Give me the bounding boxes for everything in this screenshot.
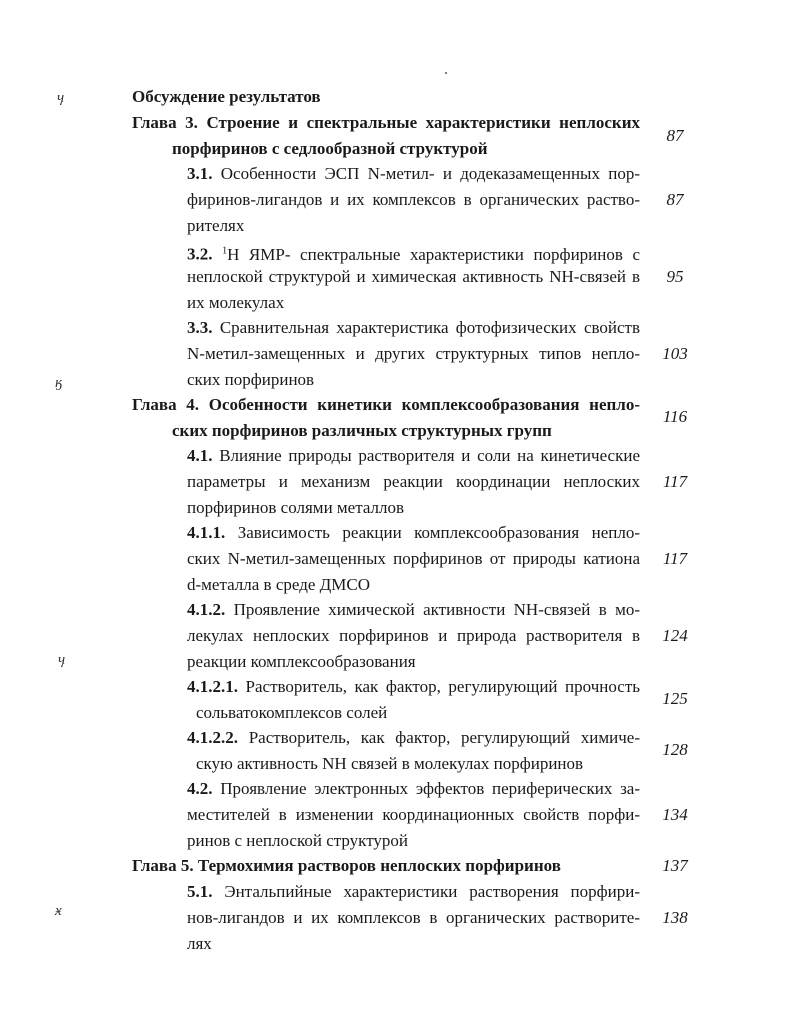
- toc-entry-line: ринов с неплоской структурой: [187, 831, 408, 850]
- page-number: 103: [662, 344, 688, 363]
- page-number: 134: [662, 805, 688, 824]
- page-number: 125: [662, 689, 688, 708]
- toc-entry-line: фиринов-лигандов и их комплексов в органических раство-: [187, 190, 640, 209]
- toc-entry-line: лекулах неплоских порфиринов и природа растворителя в: [187, 626, 640, 645]
- toc-entry-line: Глава 4. Особенности кинетики комплексообразования непло-: [132, 395, 640, 414]
- page-number: 124: [662, 626, 688, 645]
- toc-entry-line: ских порфиринов различных структурных групп: [172, 421, 552, 440]
- toc-entry-line: 5.1. Энтальпийные характеристики растворения порфири-: [187, 882, 641, 901]
- toc-entry-line: реакции комплексообразования: [187, 652, 416, 671]
- toc-entry-line: параметры и механизм реакции координации неплоских: [187, 472, 640, 491]
- page-number: 128: [662, 740, 688, 759]
- page-number: 116: [662, 407, 688, 426]
- toc-entry-line: скую активность NH связей в молекулах порфиринов: [196, 754, 584, 773]
- toc-entry-line: 3.3. Сравнительная характеристика фотофизических свойств: [187, 318, 640, 337]
- toc-entry-line: 4.1.2. Проявление химической активности NH-связей в мо-: [187, 600, 640, 619]
- toc-entry-line: ских порфиринов: [187, 370, 315, 389]
- toc-entry-line: сольватокомплексов солей: [196, 703, 388, 722]
- toc-entry-line: 3.2. $^1$Н ЯМР- спектральные характеристики порфиринов с: [187, 244, 641, 264]
- page-number: 95: [666, 267, 684, 286]
- toc-entry-line: местителей в изменении координационных свойств порфи-: [187, 805, 640, 824]
- toc-entry-line: 4.1.2.1. Растворитель, как фактор, регулирующий прочность: [187, 677, 641, 696]
- margin-mark: ӌ: [58, 652, 66, 668]
- section-heading: Обсуждение результатов: [132, 87, 321, 106]
- toc-entry-line: N-метил-замещенных и других структурных типов непло-: [187, 344, 640, 363]
- toc-entry-line: ских N-метил-замещенных порфиринов от природы катиона: [187, 549, 640, 568]
- toc-entry-line: 4.1.1. Зависимость реакции комплексообразования непло-: [187, 523, 640, 542]
- toc-entry-line: их молекулах: [187, 293, 285, 312]
- toc-entry-line: Глава 3. Строение и спектральные характеристики неплоских: [132, 113, 640, 132]
- toc-entry-line: 4.1.2.2. Растворитель, как фактор, регулирующий химиче-: [187, 728, 641, 747]
- toc-entry-line: 4.1. Влияние природы растворителя и соли на кинетические: [187, 446, 640, 465]
- toc-entry-line: 3.1. Особенности ЭСП N-метил- и додеказамещенных пор-: [187, 164, 640, 183]
- toc-entry-line: порфиринов солями металлов: [187, 498, 405, 517]
- page-number: 117: [662, 549, 688, 568]
- margin-mark: ӌ: [57, 90, 65, 106]
- margin-mark: ӄ: [55, 375, 63, 391]
- page-number: 138: [662, 908, 688, 927]
- toc-entry-line: лях: [187, 934, 212, 953]
- margin-mark: ӿ: [55, 903, 62, 919]
- toc-entry-line: 4.2. Проявление электронных эффектов периферических за-: [187, 779, 640, 798]
- toc-entry-line: неплоской структурой и химическая активность NH-связей в: [187, 267, 640, 286]
- toc-entry-line: Глава 5. Термохимия растворов неплоских порфиринов: [132, 856, 561, 875]
- page-number: 117: [662, 472, 688, 491]
- page-number: 87: [666, 190, 684, 209]
- toc-entry-line: рителях: [187, 216, 245, 235]
- page-number: 87: [666, 126, 684, 145]
- speck: [445, 72, 447, 74]
- toc-entry-line: порфиринов с седлообразной структурой: [172, 139, 488, 158]
- toc-entry-line: нов-лигандов и их комплексов в органических растворите-: [187, 908, 640, 927]
- page-number: 137: [662, 856, 688, 875]
- toc-entry-line: d-металла в среде ДМСО: [187, 575, 370, 594]
